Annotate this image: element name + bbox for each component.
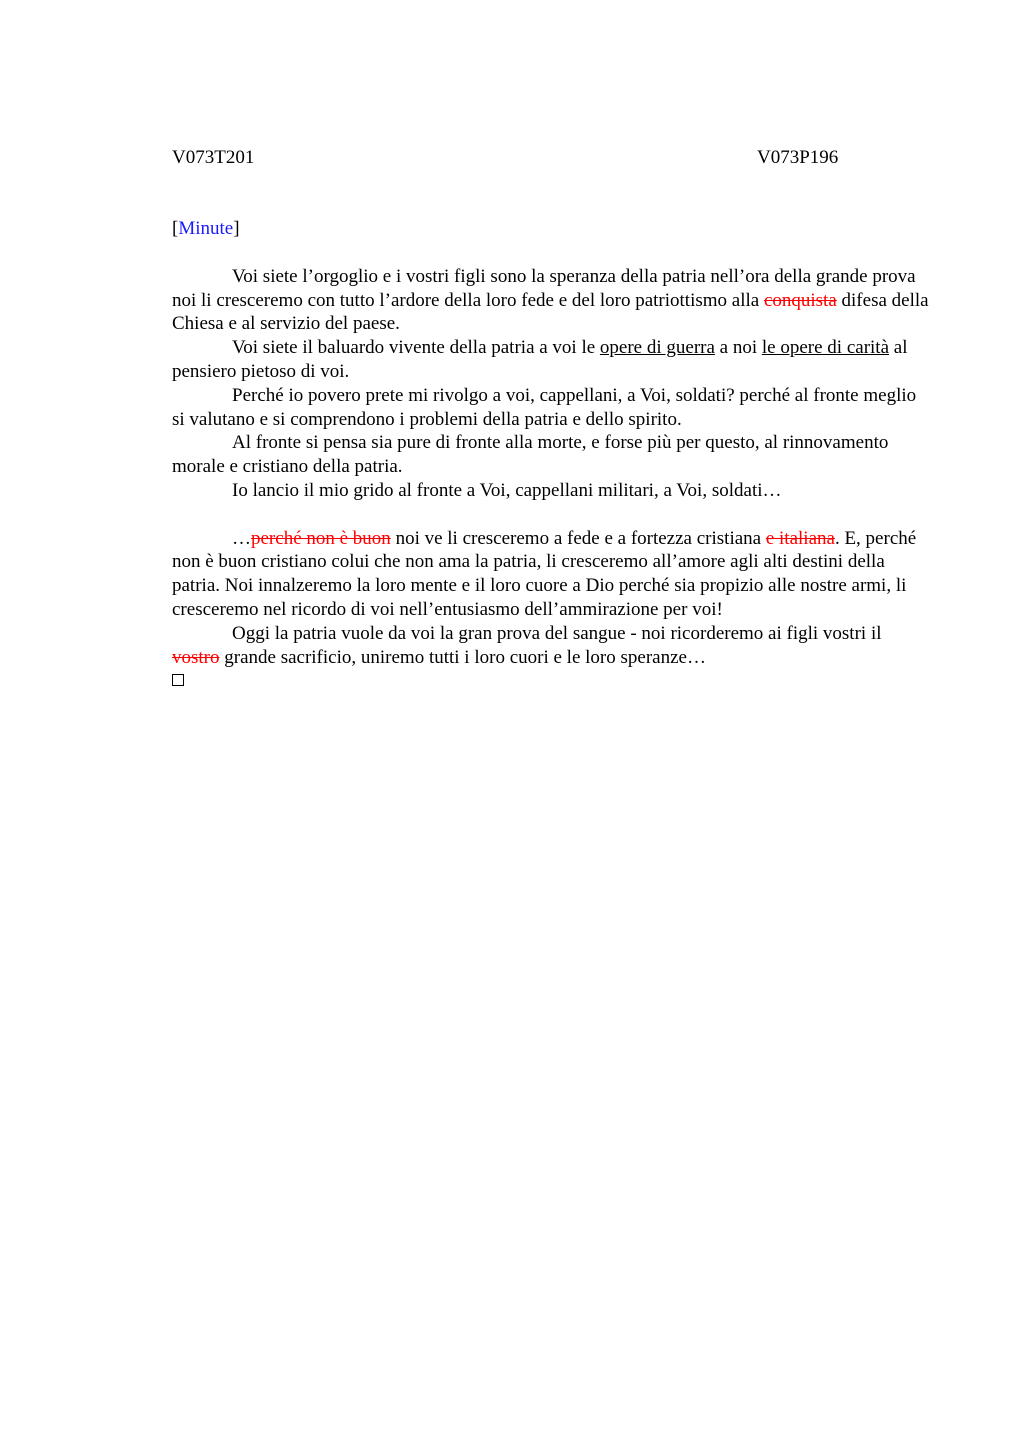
deleted-text: e italiana (765, 527, 835, 549)
text-segment: Perché io povero prete mi rivolgo a voi, cappellani, a Voi, soldati? perché al fronte meglio si valutano e si comprendono i problemi della patria e dello spirito. (172, 384, 917, 430)
paragraph (172, 384, 932, 432)
square-outline-icon (172, 674, 184, 686)
text-segment: Oggi la patria vuole da voi la gran prova del sangue - noi ricorderemo ai figli vostri il (232, 622, 882, 644)
text-segment: difesa della Chiesa e al servizio del paese. (172, 289, 929, 335)
page-code-right: V073P196 (757, 147, 839, 168)
text-segment: Voi siete il baluardo vivente della patria a voi le (232, 337, 600, 359)
text-segment: grande sacrificio, uniremo tutti i loro cuori e le loro speranze… (219, 646, 706, 668)
text-segment: Voi siete l’orgoglio e i vostri figli sono la speranza della patria nell’ora della grande prova noi li cresceremo con tutto l’ardore della loro fede e del loro patriottismo alla (172, 265, 916, 311)
bracket-open: [ (172, 218, 179, 239)
text-segment: … (232, 527, 251, 549)
document-header (172, 146, 932, 170)
text-segment: noi ve li cresceremo a fede e a fortezza cristiana (390, 527, 766, 549)
text-segment: a noi (714, 337, 762, 359)
paragraph (172, 622, 932, 670)
deleted-text: perché non è buon (251, 527, 391, 549)
document-page (172, 146, 932, 686)
bracket-close: ] (233, 218, 240, 239)
section-link-minute[interactable]: Minute (178, 218, 234, 239)
deleted-text: vostro (172, 646, 220, 668)
document-code-left: V073T201 (172, 147, 255, 168)
underlined-text: le opere di carità (761, 337, 890, 359)
section-label (172, 217, 932, 241)
text-segment: Al fronte si pensa sia pure di fronte alla morte, e forse più per questo, al rinnovamento morale e cristiano della patria. (172, 432, 889, 478)
text-segment: . E, perché non è buon cristiano colui che non ama la patria, li cresceremo all’amore agli alti destini della patria. Noi innalzeremo la loro mente e il loro cuore a Dio perché sia propizio alle nostre armi, li cresceremo nel ricordo di voi nell’entusiasmo dell’ammirazione per voi! (172, 527, 917, 620)
paragraph (172, 265, 932, 336)
paragraph (172, 479, 932, 503)
paragraph (172, 431, 932, 479)
text-segment: al pensiero pietoso di voi. (172, 337, 908, 382)
paragraph-spacer (172, 503, 932, 527)
underlined-text: opere di guerra (599, 337, 715, 359)
paragraph (172, 336, 932, 384)
deleted-text: conquista (763, 289, 837, 311)
text-segment: Io lancio il mio grido al fronte a Voi, cappellani militari, a Voi, soldati… (232, 479, 782, 501)
paragraph (172, 527, 932, 622)
document-body (172, 265, 932, 670)
